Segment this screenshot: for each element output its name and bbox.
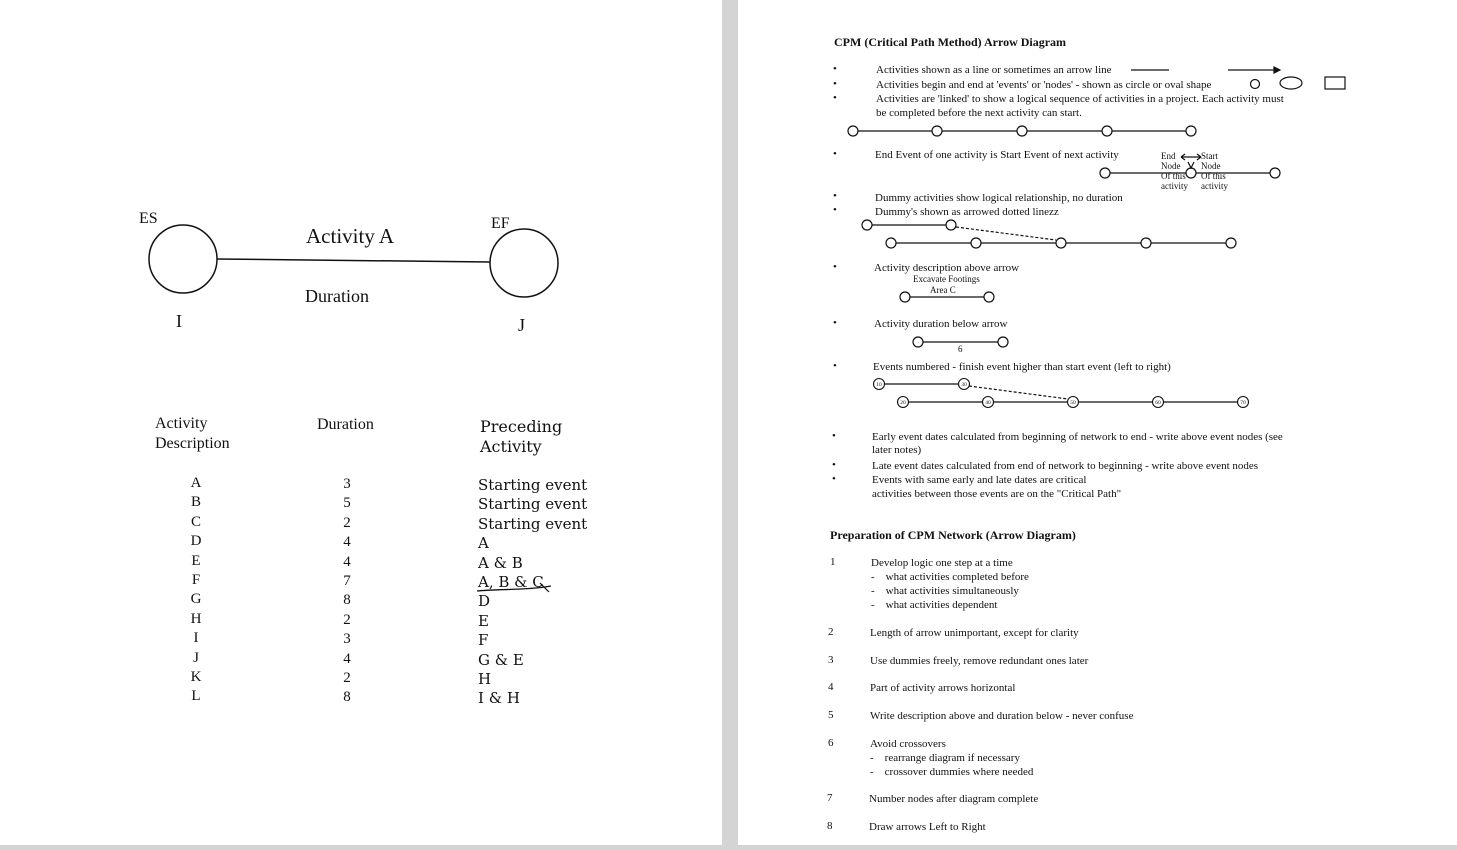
table-cell: E [191,552,201,569]
step-text: Avoid crossovers [870,738,946,750]
table-cell: A, B & C [478,573,544,592]
chain-node [862,220,872,230]
bullet-dot [832,473,836,486]
es-label: ES [139,210,158,227]
numbered-dummy-arrow [969,386,1068,399]
activity-column [185,474,207,707]
bullet-text: End Event of one activity is Start Event of next activity [875,149,1119,161]
start-node-label: I [176,311,182,331]
event-number: 10 [876,382,882,388]
step-sub-item: - rearrange diagram if necessary [870,752,1020,764]
table-cell: 3 [343,476,351,492]
start-event-node [149,225,217,293]
table-cell: A [478,534,489,553]
bullet-text: Dummy's shown as arrowed dotted linezz [875,206,1059,218]
bullet-text: later notes) [872,444,922,456]
bullet-dot [833,148,837,161]
table-cell: I [193,630,199,647]
table-cell: A & B [478,553,523,572]
chain-node [932,126,942,136]
event-number: 70 [1240,400,1246,406]
bullet-dot [833,204,837,217]
arrowhead-icon [1274,67,1280,73]
bullet-text: activities between those events are on the "Critical Path" [872,488,1122,500]
table-cell: D [190,533,202,550]
bullet-dot [833,78,837,91]
table-cell: Starting event [478,514,588,533]
event-number: 30 [961,382,967,388]
example-duration: 6 [958,344,963,354]
cpm-title: CPM (Critical Path Method) Arrow Diagram [834,35,1067,49]
preceding-column [478,476,587,709]
chain-node [1056,238,1066,248]
table-cell: D [478,592,491,611]
bullet-dot [833,261,837,274]
chain-node [971,238,981,248]
step-number: 5 [828,709,834,721]
step-number: 1 [830,556,836,568]
oval-node-icon [1280,77,1302,89]
end-node-caption: End Node Of this activity [1161,151,1188,191]
bullet-dot [832,459,836,472]
table-cell: 2 [343,514,351,531]
step-number: 7 [827,792,833,804]
rectangle-node-icon [1325,77,1345,89]
step-sub-item: - crossover dummies where needed [870,766,1034,778]
preceding-header: Preceding Activity [480,417,563,456]
event-number: 40 [985,400,991,406]
step-number: 2 [828,626,834,638]
event-number: 50 [1070,400,1076,406]
table-cell: L [191,688,201,705]
table-cell: B [190,494,201,511]
bullet-text: Activity description above arrow [874,262,1020,274]
table-cell: E [478,611,489,630]
step-sub-item: - what activities simultaneously [871,585,1019,597]
table-cell: 8 [343,592,351,609]
duration-column [338,475,356,708]
table-cell: 4 [343,534,351,551]
circle-node-icon [1251,80,1260,89]
table-cell: J [193,649,199,666]
bullet-dot [832,430,836,443]
chain-node [998,337,1008,347]
chain-node [1102,126,1112,136]
table-cell: Starting event [478,495,588,514]
table-cell: F [478,631,489,650]
bullet-dot [833,360,837,373]
end-node-label: J [518,315,526,335]
chain-node [900,292,910,302]
table-cell: G [190,591,202,608]
chain-node [1141,238,1151,248]
table-cell: I & H [478,689,520,708]
table-cell: K [190,669,202,686]
left-page [0,0,722,845]
dummy-dotted-arrow [956,227,1056,240]
start-node-caption: Start Node Of this activity [1201,151,1228,191]
step-text: Develop logic one step at a time [871,557,1013,569]
bullet-dot [833,317,837,330]
table-cell: Starting event [478,476,588,494]
table-cell: G & E [478,650,524,669]
table-cell: 4 [343,553,351,570]
example-description-line2: Area C [930,285,956,295]
event-number: 20 [900,400,906,406]
chain-node [984,292,994,302]
example-description-line1: Excavate Footings [913,274,980,284]
chain-node [1226,238,1236,248]
bullet-text: Activities shown as a line or sometimes an arrow line [876,64,1112,76]
activity-header: Activity Description [155,415,230,452]
bullet-dot [833,63,837,76]
activity-arrow-line [217,259,490,262]
step-text: Part of activity arrows horizontal [870,682,1016,694]
step-text: Length of arrow unimportant, except for clarity [870,627,1079,639]
table-cell: 8 [343,689,351,706]
step-number: 3 [828,654,834,666]
table-cell: 2 [343,670,351,687]
step-text: Use dummies freely, remove redundant ones later [870,655,1089,667]
bullet-text: Early event dates calculated from beginning of network to end - write above event nodes (see [872,431,1283,443]
prep-title: Preparation of CPM Network (Arrow Diagram) [830,528,1076,542]
step-text: Write description above and duration below - never confuse [870,710,1134,722]
ef-label: EF [491,215,510,232]
step-number: 4 [828,681,834,693]
bullet-text: Events numbered - finish event higher than start event (left to right) [873,361,1171,373]
table-cell: C [190,513,201,530]
end-event-node [490,229,558,297]
table-cell: 2 [343,611,351,628]
chain-node [1186,126,1196,136]
bullet-text: Dummy activities show logical relationship, no duration [875,192,1123,204]
step-number: 6 [828,737,834,749]
bullet-text: Late event dates calculated from end of network to beginning - write above event nodes [872,460,1259,472]
bullet-text: Activities are 'linked' to show a logical sequence of activities in a project. Each activity must [876,93,1284,105]
chain-node [913,337,923,347]
table-cell: 7 [343,573,351,590]
step-sub-item: - what activities completed before [871,571,1029,583]
bullet-text: Activity duration below arrow [874,318,1008,330]
table-cell: 5 [343,495,351,512]
step-text: Number nodes after diagram complete [869,793,1039,805]
right-page [738,0,1457,845]
duration-label: Duration [305,286,369,306]
step-number: 8 [827,820,833,832]
step-sub-item: - what activities dependent [871,599,998,611]
bullet-text: Events with same early and late dates are critical [872,474,1087,486]
table-cell: H [190,610,202,627]
chain-node [1017,126,1027,136]
table-cell: A [190,475,202,491]
bullet-text: Activities begin and end at 'events' or 'nodes' - shown as circle or oval shape [876,79,1212,91]
table-cell: 3 [343,631,351,648]
table-cell: H [478,670,492,689]
bullet-dot [833,92,837,105]
table-cell: F [191,572,201,589]
chain-node [1100,168,1110,178]
chain-node [946,220,956,230]
duration-header: Duration [317,416,374,433]
chain-node [1270,168,1280,178]
bullet-dot [833,190,837,203]
chain-node [886,238,896,248]
event-number: 60 [1155,400,1161,406]
bullet-text: be completed before the next activity can start. [876,107,1082,119]
table-cell: 4 [343,650,351,667]
activity-a-label: Activity A [306,224,395,248]
step-text: Draw arrows Left to Right [869,821,986,833]
chain-node [848,126,858,136]
